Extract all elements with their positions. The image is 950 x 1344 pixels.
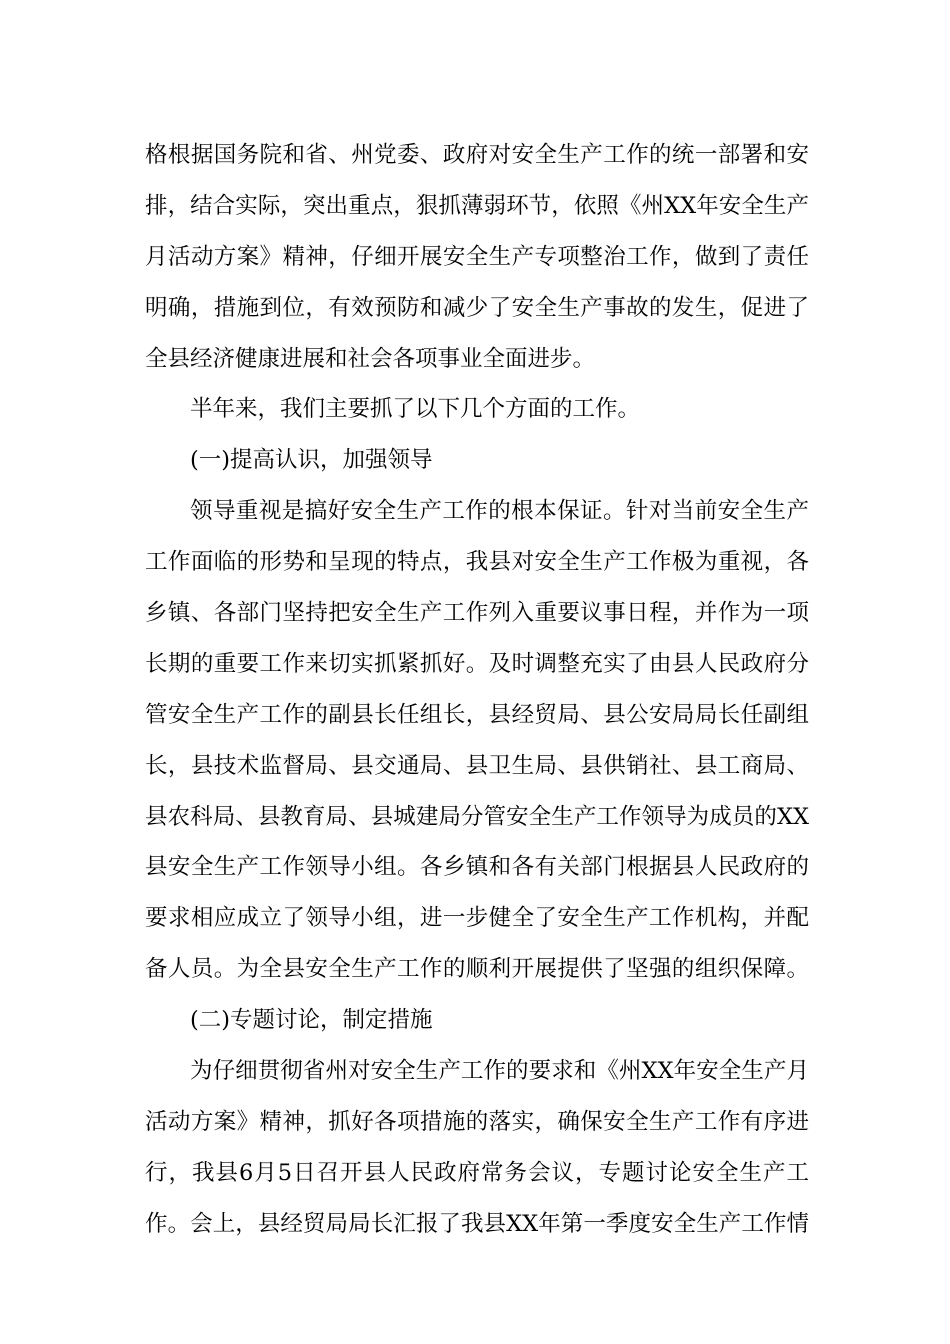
- text-line: 作。会上，县经贸局局长汇报了我县XX年第一季度安全生产工作情: [145, 1210, 809, 1237]
- text-line: 排，结合实际，突出重点，狠抓薄弱环节，依照《州XX年安全生产: [145, 192, 809, 219]
- text-line: 全县经济健康进展和社会各项事业全面进步。: [145, 345, 596, 372]
- text-line: (二)专题讨论，制定措施: [190, 1007, 433, 1034]
- text-line: 明确，措施到位，有效预防和减少了安全生产事故的发生，促进了: [145, 294, 809, 321]
- text-line: 县安全生产工作领导小组。各乡镇和各有关部门根据县人民政府的: [145, 854, 809, 881]
- text-line: 长，县技术监督局、县交通局、县卫生局、县供销社、县工商局、: [145, 752, 809, 779]
- text-line: 月活动方案》精神，仔细开展安全生产专项整治工作，做到了责任: [145, 243, 809, 270]
- text-line: 管安全生产工作的副县长任组长，县经贸局、县公安局局长任副组: [145, 701, 809, 728]
- document-body: [145, 130, 809, 1250]
- text-line: (一)提高认识，加强领导: [190, 447, 433, 474]
- text-line: 要求相应成立了领导小组，进一步健全了安全生产工作机构，并配: [145, 905, 809, 932]
- text-line: 领导重视是搞好安全生产工作的根本保证。针对当前安全生产: [190, 498, 809, 525]
- text-line: 为仔细贯彻省州对安全生产工作的要求和《州XX年安全生产月: [190, 1058, 809, 1085]
- text-line: 长期的重要工作来切实抓紧抓好。及时调整充实了由县人民政府分: [145, 650, 809, 677]
- text-line: 半年来，我们主要抓了以下几个方面的工作。: [190, 396, 641, 423]
- text-line: 工作面临的形势和呈现的特点，我县对安全生产工作极为重视，各: [145, 549, 809, 576]
- text-line: 备人员。为全县安全生产工作的顺利开展提供了坚强的组织保障。: [145, 956, 809, 983]
- text-line: 活动方案》精神，抓好各项措施的落实，确保安全生产工作有序进: [145, 1108, 809, 1135]
- text-line: 乡镇、各部门坚持把安全生产工作列入重要议事日程，并作为一项: [145, 600, 809, 627]
- text-line: 格根据国务院和省、州党委、政府对安全生产工作的统一部署和安: [145, 142, 809, 168]
- text-line: 县农科局、县教育局、县城建局分管安全生产工作领导为成员的XX: [145, 803, 809, 830]
- text-line: 行，我县6月5日召开县人民政府常务会议，专题讨论安全生产工: [145, 1159, 809, 1186]
